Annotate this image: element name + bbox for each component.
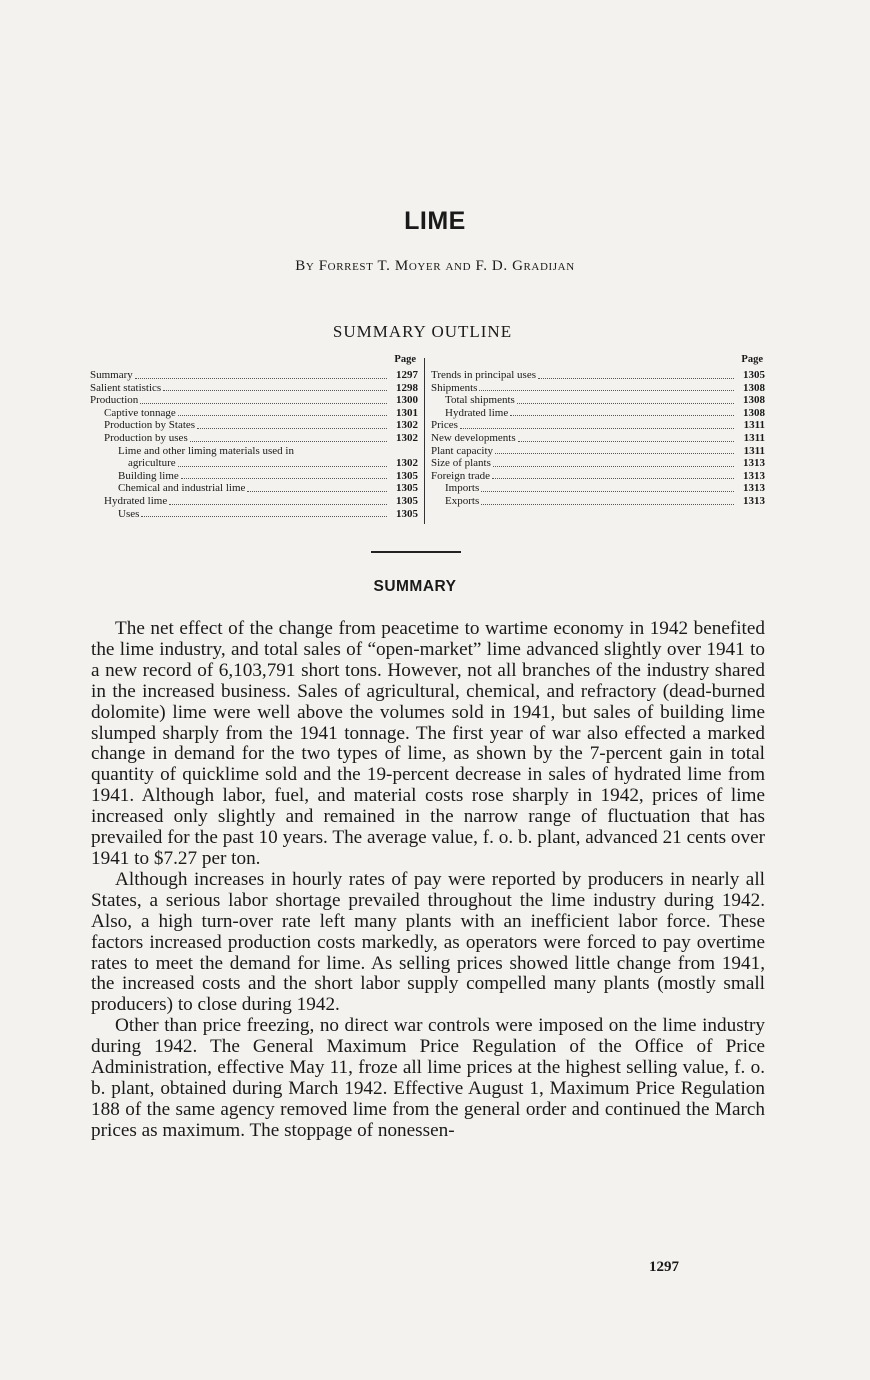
toc-entry: [431, 394, 765, 407]
section-rule: [371, 551, 461, 553]
toc-entry: [431, 407, 765, 420]
summary-body: [91, 619, 765, 1142]
toc-entry-label: New developments: [431, 431, 516, 444]
toc-entry-label: Total shipments: [445, 394, 515, 407]
toc-entry-page: 1308: [743, 394, 765, 407]
toc-leader-dots: [169, 504, 387, 505]
toc-entry-label: Exports: [445, 494, 480, 507]
toc-entry-label: Summary: [90, 369, 133, 381]
toc-leader-dots: [140, 403, 387, 404]
toc-entry: [90, 508, 418, 521]
toc-leader-dots: [247, 491, 387, 492]
toc-leader-dots: [460, 428, 734, 429]
toc-entry-page: 1301: [396, 406, 418, 419]
toc-entry-page: 1302: [396, 457, 418, 470]
author-byline: By Forrest T. Moyer and F. D. Gradijan: [295, 258, 575, 274]
toc-entry-page: 1305: [743, 369, 765, 381]
toc-entry-label: Production by States: [104, 419, 196, 432]
toc-entry: [431, 445, 765, 458]
toc-entry: [431, 482, 765, 495]
toc-leader-dots: [492, 478, 734, 479]
toc-entry-page: 1297: [396, 369, 418, 381]
toc-entry-page: 1305: [396, 482, 418, 495]
toc-entry: [431, 369, 765, 382]
toc-column-divider: [424, 358, 425, 524]
toc-leader-dots: [493, 466, 734, 467]
toc-leader-dots: [517, 403, 734, 404]
toc-entry: [431, 419, 765, 432]
toc-entry-label: agriculture: [128, 457, 176, 470]
toc-entry-page: 1305: [396, 494, 418, 507]
toc-leader-dots: [163, 390, 387, 391]
toc-entry-page: 1311: [743, 419, 765, 432]
document-title: LIME: [404, 207, 466, 235]
toc-entry-page: 1313: [743, 469, 765, 482]
toc-entry-label: Foreign trade: [431, 469, 490, 482]
toc-leader-dots: [135, 378, 387, 379]
toc-entry-label: Hydrated lime: [445, 406, 509, 419]
toc-entry-label: Chemical and industrial lime: [118, 482, 246, 495]
toc-entry-label: Captive tonnage: [104, 406, 176, 419]
toc-entry: [90, 457, 418, 470]
toc-entry-page: 1300: [396, 394, 418, 407]
toc-entry-label: Production: [90, 394, 139, 407]
toc-entry: [90, 482, 418, 495]
toc-entry-page: 1311: [743, 444, 765, 457]
toc-entry: [431, 432, 765, 445]
toc-leader-dots: [197, 428, 387, 429]
toc-entry-page: 1305: [396, 469, 418, 482]
toc-entry: [431, 470, 765, 483]
toc-leader-dots: [510, 415, 734, 416]
toc-entry: [431, 495, 765, 508]
toc-entry-label: Uses: [118, 507, 140, 520]
toc-entry-label: Size of plants: [431, 457, 491, 470]
toc-leader-dots: [190, 441, 387, 442]
toc-entry-page: 1311: [743, 431, 765, 444]
toc-entry-label: Lime and other liming materials used in: [118, 444, 294, 457]
toc-left-column: [90, 354, 418, 520]
toc-leader-dots: [178, 466, 387, 467]
toc-leader-dots: [481, 491, 734, 492]
toc-leader-dots: [178, 415, 387, 416]
toc-entry: [90, 407, 418, 420]
toc-entry: [90, 470, 418, 483]
toc-entry: [90, 369, 418, 382]
paragraph: Other than price freezing, no direct war controls were imposed on the lime industry during 1942. The General Maximum Price Regulation of the Office of Price Administration, effective May 11, froze all lime prices at the highest selling value, f. o. b. plant, obtained during March 1942. Effective August 1, Maximum Price Regulation 188 of the same agency removed lime from the general order and continued the March prices as maximum. The stoppage of nonessen-: [91, 1015, 765, 1141]
toc-entry-page: 1313: [743, 457, 765, 470]
toc-leader-dots: [479, 390, 734, 391]
toc-entry-label: Trends in principal uses: [431, 369, 537, 381]
toc-entry-page: 1302: [396, 431, 418, 444]
toc-entry: [90, 495, 418, 508]
toc-entry-page: 1313: [743, 494, 765, 507]
section-heading: SUMMARY: [373, 578, 457, 595]
page-number: 1297: [649, 1259, 679, 1275]
toc-entry-label: Plant capacity: [431, 444, 494, 457]
toc-entry-page: 1302: [396, 419, 418, 432]
toc-entry: [90, 394, 418, 407]
toc-leader-dots: [495, 453, 734, 454]
toc-entry-page: 1308: [743, 381, 765, 394]
toc-entry-label: Imports: [445, 482, 480, 495]
toc-entry-label: Shipments: [431, 381, 478, 394]
summary-outline-heading: SUMMARY OUTLINE: [332, 322, 513, 341]
toc-entry-label: Hydrated lime: [104, 494, 168, 507]
toc-entry: [431, 457, 765, 470]
toc-entry-label: Prices: [431, 419, 458, 432]
toc-entry-label: Building lime: [118, 469, 179, 482]
toc-entry: [90, 432, 418, 445]
toc-entry-page: 1298: [396, 381, 418, 394]
toc-right-column: [431, 354, 765, 508]
paragraph: The net effect of the change from peacetime to wartime economy in 1942 benefited the lime industry, and total sales of “open-market” lime advanced slightly over 1941 to a new record of 6,103,791 short tons. However, not all branches of the industry shared in the increased business. Sales of agricultural, chemical, and refractory (dead-burned dolomite) lime were well above the volumes sold in 1941, but sales of building lime slumped sharply from the 1941 tonnage. The first year of war also effected a marked change in demand for the two types of lime, as shown by the 7-percent gain in total quantity of quicklime sold and the 19-percent decrease in sales of hydrated lime from 1941. Although labor, fuel, and material costs rose sharply in 1942, prices of lime increased only slightly and remained in the narrow range of fluctuation that has prevailed for the past 10 years. The average value, f. o. b. plant, advanced 21 cents over 1941 to $7.27 per ton.: [91, 618, 765, 869]
toc-entry: [90, 419, 418, 432]
paragraph: Although increases in hourly rates of pay were reported by producers in nearly all States, a serious labor shortage prevailed throughout the lime industry during 1942. Also, a high turn-over rate left many plants with an inefficient labor force. These factors increased production costs markedly, as operators were forced to pay overtime rates to meet the demand for lime. As selling prices showed little change from 1941, the increased costs and the short labor supply compelled many plants (mostly small producers) to close during 1942.: [91, 868, 765, 1016]
toc-leader-dots: [538, 378, 734, 379]
toc-entry-page: 1305: [396, 507, 418, 520]
toc-leader-dots: [481, 504, 734, 505]
toc-page-header: Page: [394, 354, 416, 365]
toc-entry: [90, 445, 418, 458]
toc-page-header: Page: [741, 354, 763, 365]
toc-leader-dots: [518, 441, 734, 442]
toc-leader-dots: [181, 478, 387, 479]
toc-leader-dots: [141, 516, 387, 517]
toc-entry: [431, 382, 765, 395]
toc-entry-page: 1308: [743, 406, 765, 419]
toc-entry: [90, 382, 418, 395]
toc-entry-label: Production by uses: [104, 431, 188, 444]
toc-entry-page: 1313: [743, 482, 765, 495]
toc-entry-label: Salient statistics: [90, 381, 162, 394]
